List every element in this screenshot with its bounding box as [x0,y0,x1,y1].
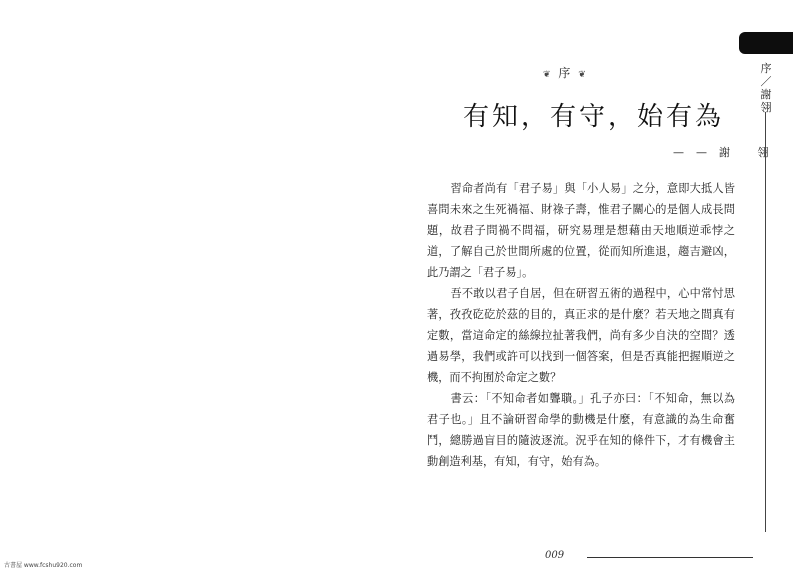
section-label-text: 序 [558,66,573,80]
paragraph-3: 書云：「不知命者如聾聵。」孔子亦曰：「不知命，無以為君子也。」且不論研習命學的動機是什麼，有意識的為生命奮鬥，總勝過盲目的隨波逐流。況乎在知的條件下，才有機會主動創造利基，有知，有守，始有為。 [427,392,735,468]
paragraph-1: 習命者尚有「君子易」與「小人易」之分，意即大抵人皆喜問未來之生死禍福、財祿子壽，惟君子關心的是個人成長問題，故君子問禍不問福，研究易理是想藉由天地順逆乖悖之道，了解自己於世間所處的位置，從而知所進退，趨吉避凶，此乃謂之「君子易」。 [427,182,735,279]
ornament-right-icon: ❦ [578,70,588,80]
ornament-left-icon: ❦ [543,70,553,80]
page-title: 有知，有守，始有為 [463,102,725,132]
footer-rule [587,557,753,558]
paragraph-2: 吾不敢以君子自居，但在研習五術的過程中，心中常忖思著，孜孜矻矻於茲的目的，真正求的是什麼？若天地之間真有定數，當這命定的絲線拉扯著我們，尚有多少自決的空間？透過易學，我們或許可以找到一個答案，但是否真能把握順逆之機，而不拘囿於命定之數？ [427,287,735,384]
margin-rule [765,112,766,532]
watermark: 古書屋 www.fcshu920.com [4,562,83,569]
preface-page [425,0,793,573]
margin-tab-notch [747,46,767,52]
page-number: 009 [545,550,565,561]
author-line: ——謝 翎 [673,146,781,159]
margin-running-title: 序／謝翎 [760,62,772,114]
preface-body [427,178,735,472]
section-label [543,64,588,81]
